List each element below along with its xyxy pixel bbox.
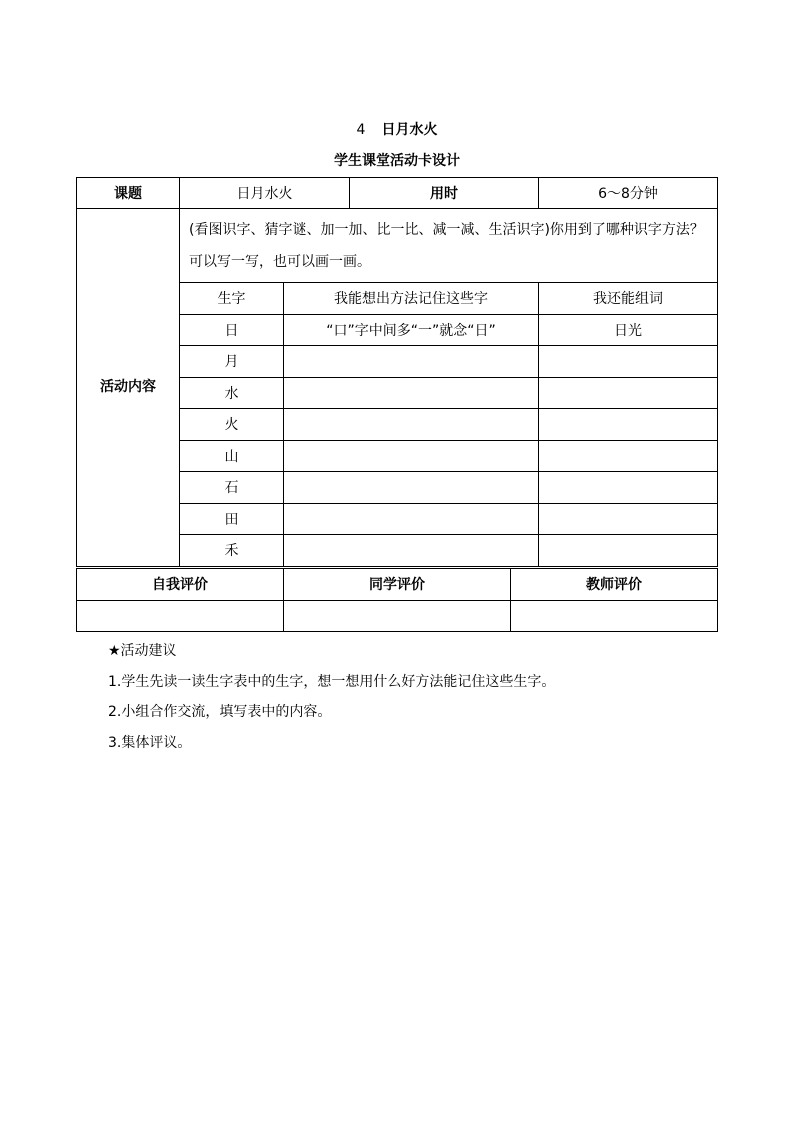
activity-card-table [76,177,718,567]
words-cell[interactable] [539,503,718,535]
teacher-evaluation-cell[interactable] [511,600,718,632]
evaluation-header-row [77,569,718,601]
topic-label: 课题 [77,178,180,209]
method-cell[interactable] [284,440,539,472]
peer-evaluation-cell[interactable] [284,600,511,632]
teacher-evaluation-label: 教师评价 [511,569,718,601]
self-evaluation-cell[interactable] [77,600,284,632]
char-cell: 日 [180,314,284,346]
time-value: 6～8分钟 [539,178,718,209]
activity-suggestions [108,636,748,758]
words-cell[interactable] [539,535,718,567]
char-cell: 火 [180,409,284,441]
time-label: 用时 [350,178,539,209]
method-cell[interactable] [284,472,539,504]
header-row [77,178,718,209]
topic-value: 日月水火 [180,178,350,209]
method-cell[interactable] [284,346,539,378]
char-cell: 禾 [180,535,284,567]
method-cell[interactable] [284,535,539,567]
words-cell[interactable] [539,472,718,504]
words-cell[interactable] [539,377,718,409]
words-cell[interactable] [539,409,718,441]
suggestion-item: 1.学生先读一读生字表中的生字，想一想用什么好方法能记住这些生字。 [108,673,556,690]
words-cell[interactable] [539,440,718,472]
lesson-title [0,119,794,141]
method-cell[interactable] [284,503,539,535]
char-cell: 水 [180,377,284,409]
suggestion-item: 3.集体评议。 [108,734,192,751]
column-header-words: 我还能组词 [539,283,718,315]
suggestions-heading: ★活动建议 [108,643,177,659]
activity-label: 活动内容 [77,209,180,567]
method-cell[interactable] [284,409,539,441]
suggestion-item: 2.小组合作交流，填写表中的内容。 [108,704,332,720]
evaluation-table [76,568,718,632]
activity-hint: (看图识字、猜字谜、加一加、比一比、减一减、生活识字)你用到了哪种识字方法？可以写一写，也可以画一画。 [180,209,718,283]
char-cell: 月 [180,346,284,378]
page-subtitle: 学生课堂活动卡设计 [334,153,460,169]
peer-evaluation-label: 同学评价 [284,569,511,601]
char-cell: 山 [180,440,284,472]
words-cell[interactable]: 日光 [539,314,718,346]
hint-row [77,209,718,283]
char-cell: 田 [180,503,284,535]
column-header-method: 我能想出方法记住这些字 [284,283,539,315]
char-cell: 石 [180,472,284,504]
evaluation-input-row [77,600,718,632]
method-cell[interactable] [284,377,539,409]
lesson-name: 日月水火 [381,122,438,138]
self-evaluation-label: 自我评价 [77,569,284,601]
method-cell[interactable]: “口”字中间多“一”就念“日” [284,314,539,346]
column-header-char: 生字 [180,283,284,315]
lesson-number: 4 [356,122,366,138]
words-cell[interactable] [539,346,718,378]
